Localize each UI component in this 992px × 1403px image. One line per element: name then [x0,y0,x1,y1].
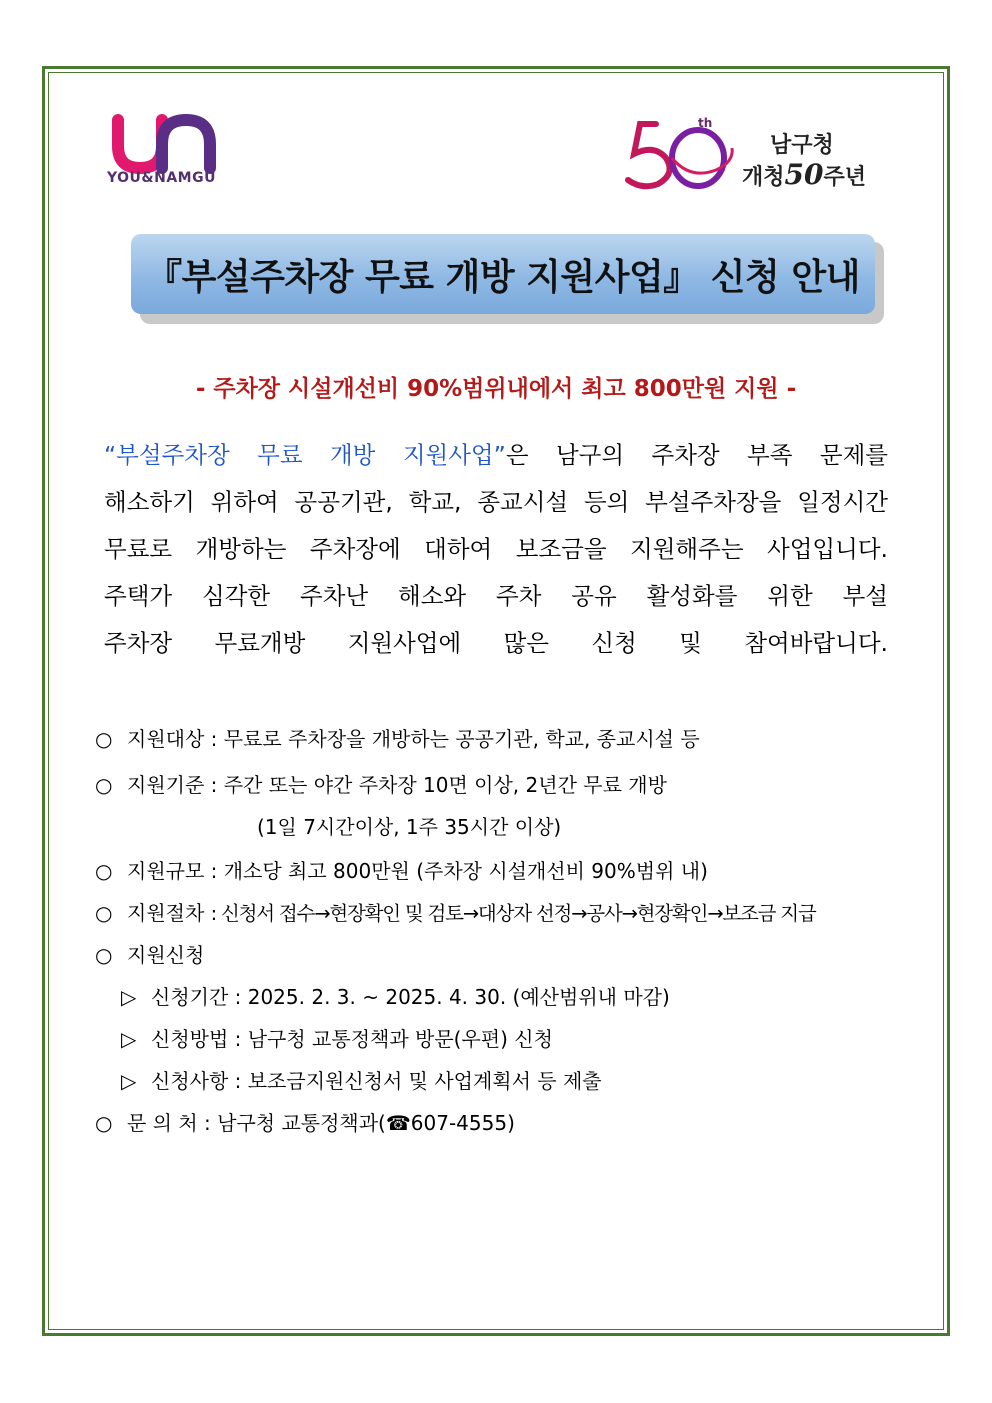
item-method-label: 신청방법 [151,1027,229,1051]
you-namgu-logo-text: YOU&NAMGU [107,170,216,186]
item-criteria-text: : 주간 또는 야간 주차장 10면 이상, 2년간 무료 개방 [210,773,667,797]
item-apply-label: 지원신청 [127,943,205,967]
anniversary-suffix: 주년 [823,164,866,190]
item-criteria [95,770,667,800]
item-contact-label: 문 의 처 [127,1111,198,1135]
item-procedure-label: 지원절차 [127,901,205,925]
item-documents-text: : 보조금지원신청서 및 사업계획서 등 제출 [234,1069,602,1093]
intro-line-1-rest: 은 남구의 주차장 부족 문제를 [505,441,889,469]
bullet-circle: ○ [95,859,113,883]
item-period [121,982,670,1012]
bullet-circle: ○ [95,727,113,751]
item-method-text: : 남구청 교통정책과 방문(우편) 신청 [234,1027,553,1051]
intro-line-4: 주택가 심각한 주차난 해소와 주차 공유 활성화를 위한 부설 [104,582,888,610]
bullet-circle: ○ [95,943,113,967]
item-documents-label: 신청사항 [151,1069,229,1093]
item-contact [95,1108,515,1138]
bullet-triangle: ▷ [121,1069,137,1093]
intro-line-1 [104,432,888,479]
bullet-circle: ○ [95,1111,113,1135]
intro-quote: “부설주차장 무료 개방 지원사업” [104,441,506,469]
anniversary-number: 50 [784,158,824,191]
item-apply [95,940,204,970]
item-period-label: 신청기간 [151,985,229,1009]
bullet-triangle: ▷ [121,1027,137,1051]
bullet-circle: ○ [95,773,113,797]
item-target [95,724,700,754]
item-scale-label: 지원규모 [127,859,205,883]
anniversary-prefix: 개청 [742,164,785,190]
anniversary-logo-line2 [742,158,866,191]
anniversary-logo-line1: 남구청 [770,132,834,158]
intro-paragraph [104,432,888,667]
intro-line-3: 무료로 개방하는 주차장에 대하여 보조금을 지원해주는 사업입니다. [104,535,888,563]
bullet-circle: ○ [95,901,113,925]
item-target-label: 지원대상 [127,727,205,751]
item-procedure [95,898,816,928]
intro-line-5: 주차장 무료개방 지원사업에 많은 신청 및 참여바랍니다. [104,629,888,657]
item-period-text: : 2025. 2. 3. ~ 2025. 4. 30. (예산범위내 마감) [234,985,670,1009]
subtitle: - 주차장 시설개선비 90%범위내에서 최고 800만원 지원 - [195,376,797,402]
item-criteria-label: 지원기준 [127,773,205,797]
anniversary-th-superscript: th [698,116,713,130]
item-documents [121,1066,602,1096]
item-criteria-note: (1일 7시간이상, 1주 35시간 이상) [257,815,562,839]
item-scale [95,856,708,886]
item-contact-text: : 남구청 교통정책과(☎607-4555) [204,1111,515,1135]
item-procedure-text: : 신청서 접수→현장확인 및 검토→대상자 선정→공사→현장확인→보조금 지급 [210,902,816,925]
item-scale-text: : 개소당 최고 800만원 (주차장 시설개선비 90%범위 내) [210,859,708,883]
item-method [121,1024,553,1054]
intro-line-2: 해소하기 위하여 공공기관, 학교, 종교시설 등의 부설주차장을 일정시간 [104,488,888,516]
page-title: 『부설주차장 무료 개방 지원사업』 신청 안내 [131,234,875,314]
item-target-text: : 무료로 주차장을 개방하는 공공기관, 학교, 종교시설 등 [210,727,700,751]
bullet-triangle: ▷ [121,985,137,1009]
